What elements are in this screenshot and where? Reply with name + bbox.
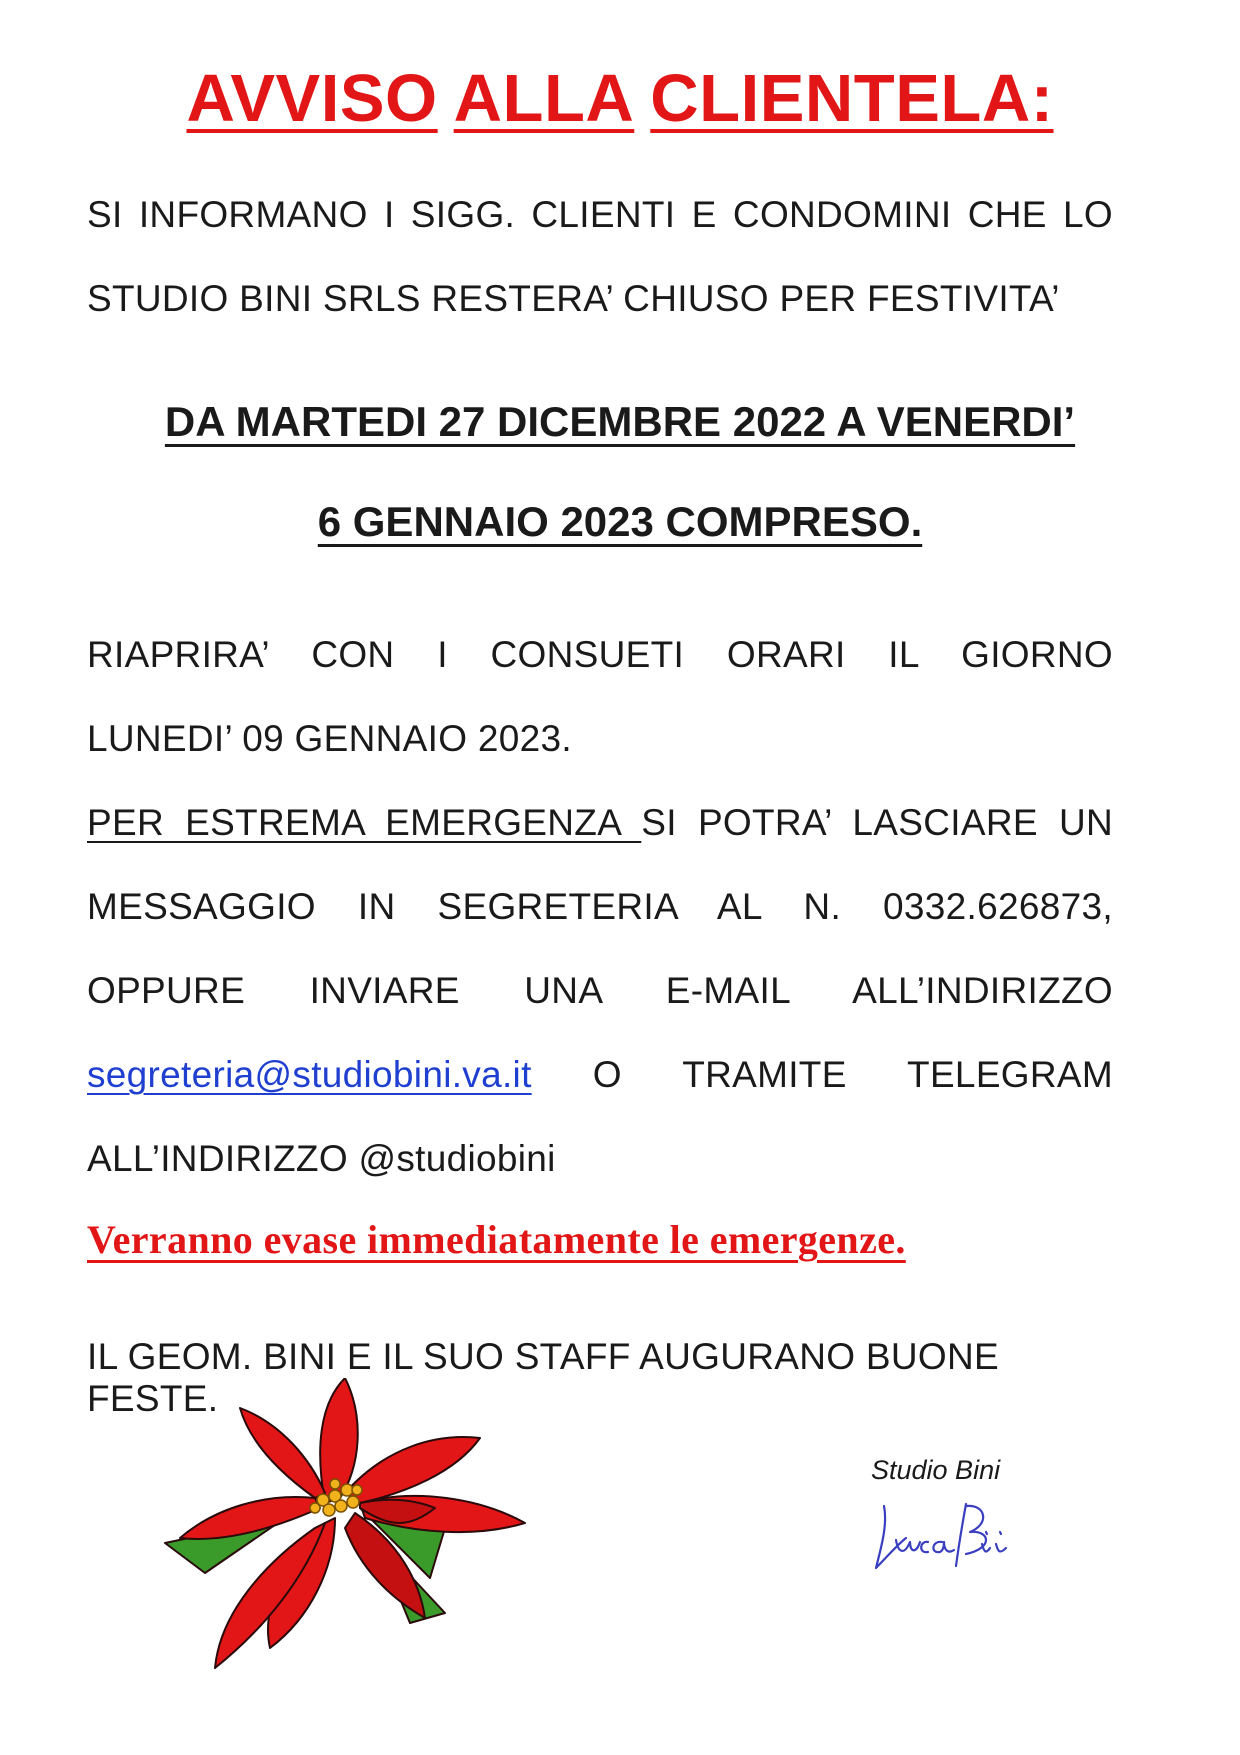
emergency-line-3: OPPURE INVIARE UNA E-MAIL ALL’INDIRIZZO [87, 970, 1113, 1011]
emergency-notice: Verranno evase immediatamente le emergenze. [87, 1217, 906, 1262]
signature-label: Studio Bini [871, 1455, 1001, 1485]
reopen-line-2: LUNEDI’ 09 GENNAIO 2023. [87, 718, 572, 759]
title-word-1: AVVISO [186, 61, 438, 136]
reopen-line-1: RIAPRIRA’ CON I CONSUETI ORARI IL GIORNO [87, 634, 1113, 675]
email-link[interactable]: segreteria@studiobini.va.it [87, 1054, 532, 1095]
emergency-line-2: MESSAGGIO IN SEGRETERIA AL N. 0332.626873, [87, 886, 1113, 927]
closing-dates-line-1: DA MARTEDI 27 DICEMBRE 2022 A VENERDI’ [164, 398, 1076, 445]
emergency-line-4: segreteria@studiobini.va.it O TRAMITE TELEGRAM [87, 1054, 1113, 1095]
intro-line-2: STUDIO BINI SRLS RESTERA’ CHIUSO PER FESTIVITA’ [87, 278, 1060, 319]
page-title [0, 60, 1240, 137]
emergency-line-5: ALL’INDIRIZZO @studiobini [87, 1138, 556, 1179]
handwritten-signature [866, 1496, 1016, 1576]
greeting-line: IL GEOM. BINI E IL SUO STAFF AUGURANO BUONE FESTE. [87, 1336, 1000, 1419]
closing-dates-line-2: 6 GENNAIO 2023 COMPRESO. [317, 498, 923, 545]
poinsettia-illustration [145, 1378, 535, 1678]
intro-line-1: SI INFORMANO I SIGG. CLIENTI E CONDOMINI CHE LO [87, 194, 1113, 235]
emergency-heading: PER ESTREMA EMERGENZA [87, 802, 642, 843]
title-word-3: CLIENTELA: [650, 61, 1054, 136]
title-word-2: ALLA [453, 61, 635, 136]
emergency-line-1: PER ESTREMA EMERGENZA SI POTRA’ LASCIARE UN [87, 802, 1113, 843]
